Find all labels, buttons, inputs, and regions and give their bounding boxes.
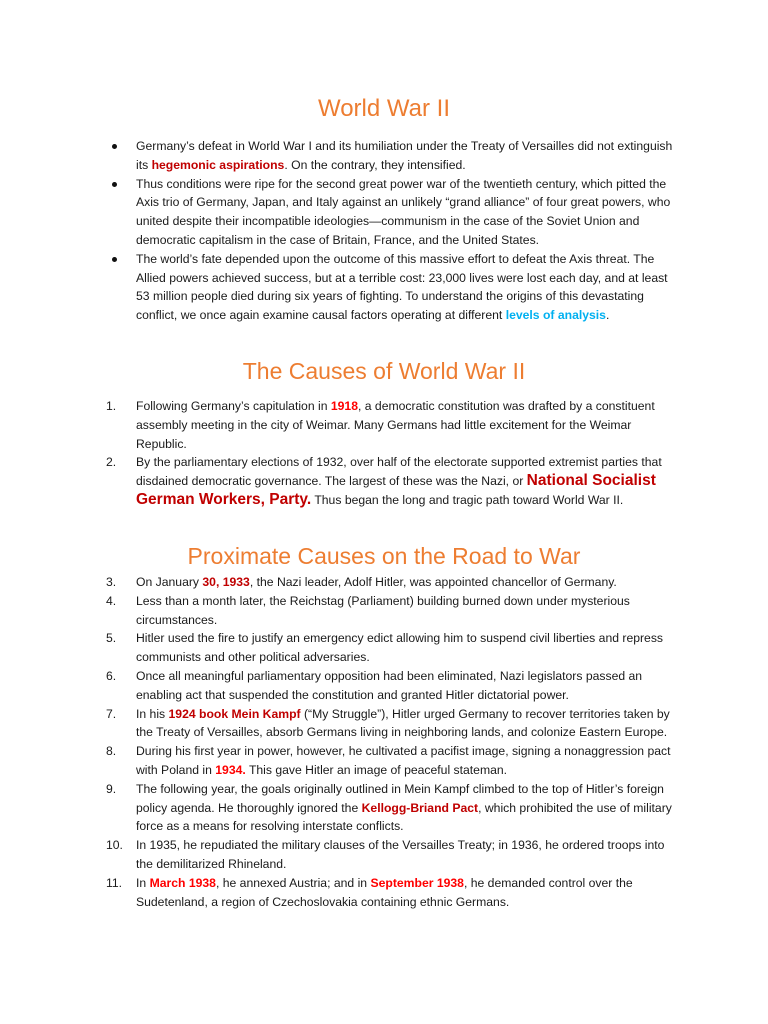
highlight-term: September 1938 [370, 875, 464, 890]
list-item: 1. Following Germany’s capitulation in 1918, a democratic constitution was drafted by a constituent assembly meeting in the city of Weimar. Many Germans had little excitement for the Weimar Republic. [106, 399, 655, 451]
list-item: 11. In March 1938, he annexed Austria; and in September 1938, he demanded control over the Sudetenland, a region of Czechoslovakia containing ethnic Germans. [106, 875, 633, 909]
list-item: The world’s fate depended upon the outcome of this massive effort to defeat the Axis threat. The Allied powers achieved success, but at a terrible cost: 23,000 lives were lost each day, and at least 53 million people died during six years of fighting. To understand the origins of this devastating conflict, we once again examine causal factors operating at different levels of analysis. [106, 250, 678, 325]
item-number: 9. [106, 781, 117, 796]
intro-bullet-list [106, 137, 678, 325]
list-item: 3. On January 30, 1933, the Nazi leader, Adolf Hitler, was appointed chancellor of Germany. [106, 573, 678, 592]
highlight-term: hegemonic aspirations [151, 157, 285, 172]
highlight-term: 1918 [330, 399, 358, 413]
item-number: 4. [106, 593, 117, 608]
highlight-term: March 1938 [149, 875, 216, 890]
list-item: 6. Once all meaningful parliamentary opposition had been eliminated, Nazi legislators passed an enabling act that suspended the constitution and granted Hitler dictatorial power. [106, 668, 643, 702]
highlight-term: levels of analysis [505, 308, 606, 323]
highlight-term: 1934. [215, 762, 246, 777]
item-number: 10. [106, 838, 123, 853]
item-number: 1. [106, 399, 117, 413]
item-number: 2. [106, 455, 117, 470]
list-item: Germany’s defeat in World War I and its humiliation under the Treaty of Versailles did not extinguish its hegemonic aspirations. On the contrary, they intensified. [106, 137, 678, 175]
list-item: 7. In his 1924 book Mein Kampf (“My Struggle”), Hitler urged Germany to recover territories taken by the Treaty of Versailles, absorb Germans living in neighboring lands, and colonize Eastern Europe. [106, 706, 670, 740]
section-heading-proximate: Proximate Causes on the Road to War [187, 543, 581, 569]
list-item: 5. Hitler used the fire to justify an emergency edict allowing him to suspend civil liberties and repress communists and other political adversaries. [106, 631, 664, 665]
list-item: 4. Less than a month later, the Reichstag (Parliament) building burned down under mysterious circumstances. [106, 593, 630, 627]
item-number: 11. [106, 875, 123, 890]
highlight-term: Kellogg-Briand Pact [361, 800, 479, 815]
item-number: 3. [106, 575, 117, 589]
list-item: 10. In 1935, he repudiated the military clauses of the Versailles Treaty; in 1936, he ordered troops into the demilitarized Rhineland. [106, 838, 665, 871]
list-item: Thus conditions were ripe for the second great power war of the twentieth century, which pitted the Axis trio of Germany, Japan, and Italy against an unlikely “grand alliance” of four great powers, who united despite their incompatible ideologies—communism in the case of the Soviet Union and democratic capitalism in the case of Britain, France, and the United States. [106, 175, 678, 250]
item-number: 6. [106, 668, 117, 683]
highlight-term: 1924 book Mein Kampf [168, 706, 301, 721]
page-title: World War II [317, 95, 450, 122]
list-item: 8. During his first year in power, however, he cultivated a pacifist image, signing a nonaggression pact with Poland in 1934. This gave Hitler an image of peaceful stateman. [106, 744, 671, 777]
list-item: 2. By the parliamentary elections of 1932, over half of the electorate supported extremist parties that disdained democratic governance. The largest of these was the Nazi, or National Socialist German Workers, Party. Thus began the long and tragic path toward World War II. [106, 455, 662, 508]
list-item: 9. The following year, the goals originally outlined in Mein Kampf climbed to the top of Hitler’s foreign policy agenda. He thoroughly ignored the Kellogg-Briand Pact, which prohibited the use of military force as a means for resolving interstate conflicts. [106, 781, 672, 834]
causes-list [106, 397, 678, 510]
item-number: 8. [106, 744, 117, 759]
item-number: 5. [106, 631, 117, 646]
item-number: 7. [106, 706, 117, 721]
proximate-causes-list [106, 573, 678, 911]
highlight-term: 30, 1933 [202, 575, 250, 589]
highlight-term: National Socialist German Workers, Party. [136, 472, 656, 508]
section-heading-causes: The Causes of World War II [242, 358, 526, 384]
